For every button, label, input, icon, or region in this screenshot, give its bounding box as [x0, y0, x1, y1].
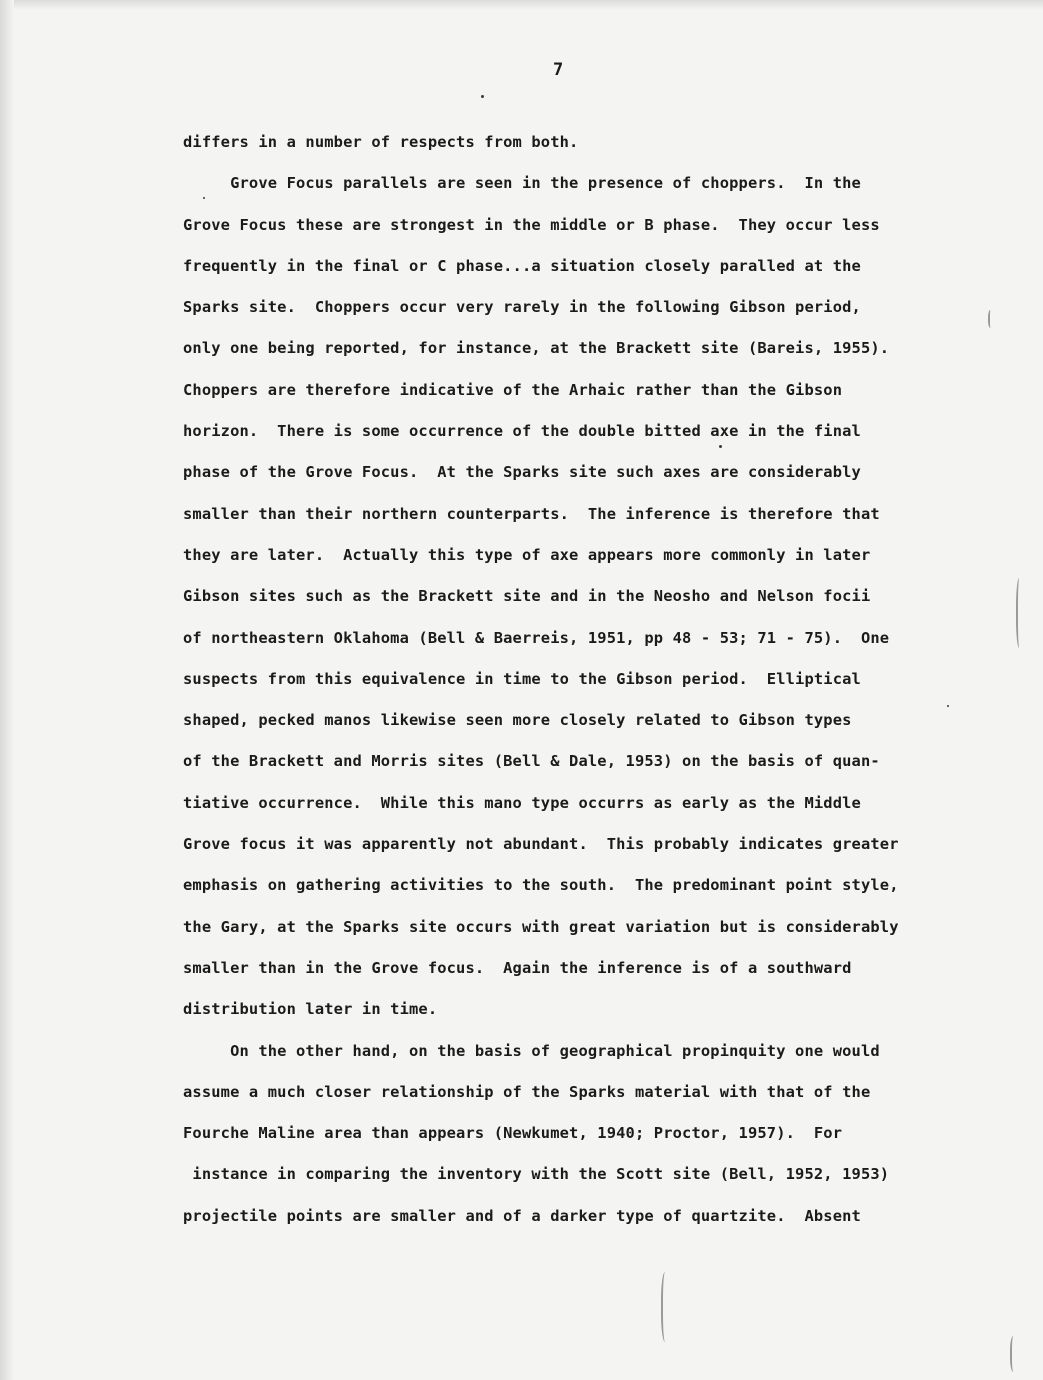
text-line: tiative occurrence. While this mano type occurrs as early as the Middle: [183, 793, 861, 812]
scan-speck: [719, 445, 722, 448]
text-line: suspects from this equivalence in time to the Gibson period. Elliptical: [183, 669, 861, 688]
scan-mark: [1016, 578, 1024, 648]
text-line: shaped, pecked manos likewise seen more closely related to Gibson types: [183, 711, 852, 730]
text-line: instance in comparing the inventory with the Scott site (Bell, 1952, 1953): [183, 1165, 890, 1184]
text-line: Gibson sites such as the Brackett site and in the Neosho and Nelson focii: [183, 587, 871, 606]
text-line: On the other hand, on the basis of geographical propinquity one would: [183, 1041, 880, 1060]
text-line: phase of the Grove Focus. At the Sparks site such axes are considerably: [183, 463, 861, 482]
text-line: emphasis on gathering activities to the south. The predominant point style,: [183, 876, 899, 895]
text-line: Grove Focus parallels are seen in the presence of choppers. In the: [183, 174, 861, 193]
text-line: Choppers are therefore indicative of the Arhaic rather than the Gibson: [183, 380, 843, 399]
text-line: horizon. There is some occurrence of the double bitted axe in the final: [183, 422, 861, 441]
scan-speck: [481, 95, 484, 98]
text-line: Grove Focus these are strongest in the middle or B phase. They occur less: [183, 215, 880, 234]
scan-edge-top: [0, 0, 1043, 10]
scan-speck: [203, 197, 205, 199]
text-line: assume a much closer relationship of the Sparks material with that of the: [183, 1082, 871, 1101]
text-line: of the Brackett and Morris sites (Bell & Dale, 1953) on the basis of quan-: [183, 752, 880, 771]
text-line: they are later. Actually this type of axe appears more commonly in later: [183, 545, 871, 564]
text-line: projectile points are smaller and of a darker type of quartzite. Absent: [183, 1206, 861, 1225]
scan-mark: [1010, 1336, 1018, 1372]
text-line: Sparks site. Choppers occur very rarely in the following Gibson period,: [183, 298, 861, 317]
scan-edge-left: [0, 0, 14, 1380]
page-number: 7: [553, 60, 564, 80]
scan-speck: [947, 705, 949, 707]
text-line: differs in a number of respects from both.: [183, 133, 579, 151]
page-body: [183, 122, 983, 1237]
text-line: distribution later in time.: [183, 1000, 438, 1019]
text-line: Fourche Maline area than appears (Newkumet, 1940; Proctor, 1957). For: [183, 1124, 843, 1143]
text-line: only one being reported, for instance, at the Brackett site (Bareis, 1955).: [183, 339, 890, 358]
text-line: frequently in the final or C phase...a situation closely paralled at the: [183, 256, 861, 275]
text-line: smaller than in the Grove focus. Again the inference is of a southward: [183, 958, 852, 977]
text-line: smaller than their northern counterparts. The inference is therefore that: [183, 504, 880, 523]
text-line: of northeastern Oklahoma (Bell & Baerreis, 1951, pp 48 - 53; 71 - 75). One: [183, 628, 890, 647]
text-line: Grove focus it was apparently not abundant. This probably indicates greater: [183, 835, 899, 854]
scan-mark: [661, 1272, 671, 1342]
text-line: the Gary, at the Sparks site occurs with great variation but is considerably: [183, 917, 899, 936]
scan-mark: [988, 310, 994, 328]
